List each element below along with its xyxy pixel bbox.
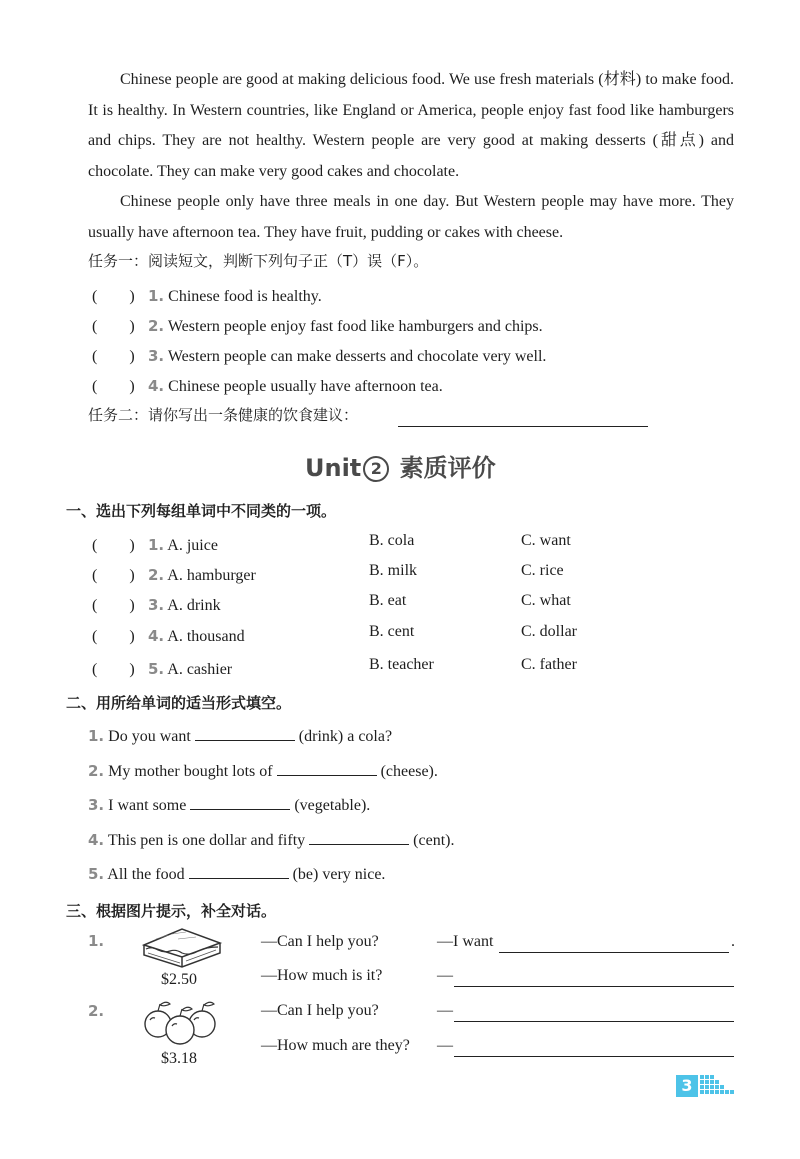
item-number: 5.	[148, 660, 165, 678]
dialogue-1-a1-line[interactable]	[499, 952, 729, 953]
dialogue-2-a1-prefix: —	[437, 1002, 453, 1019]
dialogue-1-q1: —Can I help you?	[261, 933, 379, 950]
dialogue-1-a2-line[interactable]	[454, 986, 734, 987]
dialogue-1-number: 1.	[88, 932, 105, 950]
section1-item-1-c: C. want	[521, 532, 571, 549]
fill-blank[interactable]	[277, 761, 377, 776]
page-decoration-grid-icon	[700, 1075, 736, 1097]
section1-item-3	[92, 592, 221, 615]
sentence-start: Do you want	[108, 728, 191, 745]
task1-item-2	[92, 313, 543, 336]
dialogue-2-a1-line[interactable]	[454, 1021, 734, 1022]
sentence-end: (drink) a cola?	[298, 728, 393, 745]
passage-paragraph-2: Chinese people only have three meals in one day. But Western people may have more. They usually have afternoon tea. They have fruit, pudding or cakes with cheese.	[88, 193, 734, 241]
item-number: 3.	[148, 596, 165, 614]
section1-item-4-c: C. dollar	[521, 623, 577, 640]
unit-title-text: 素质评价	[399, 454, 496, 482]
section1-item-2	[92, 562, 256, 585]
answer-bracket[interactable]: ( )	[92, 378, 135, 395]
sentence-start: This pen is one dollar and fifty	[107, 832, 306, 849]
passage-paragraph-1: Chinese people are good at making delicious food. We use fresh materials (材料) to make food. It is healthy. In Western countries, like England or America, people enjoy fast food like hamburgers and chips. They are not healthy. Western people are very good at making desserts (甜点) and chocolate. They can make very good cakes and chocolate.	[88, 71, 734, 180]
unit-number-circle: 2	[363, 456, 389, 482]
fill-blank[interactable]	[309, 830, 409, 845]
sentence-start: My mother bought lots of	[108, 763, 273, 780]
dialogue-1-a1-prefix: —I want	[437, 933, 494, 950]
answer-bracket[interactable]: ( )	[92, 537, 135, 554]
section2-item-2	[88, 761, 438, 781]
fill-blank[interactable]	[195, 726, 295, 741]
task1-item-3	[92, 343, 546, 366]
answer-bracket[interactable]: ( )	[92, 318, 135, 335]
section1-item-5	[92, 656, 232, 679]
section2-item-4	[88, 830, 454, 850]
answer-bracket[interactable]: ( )	[92, 597, 135, 614]
sentence-end: (be) very nice.	[292, 866, 386, 883]
apples-price: $3.18	[161, 1050, 197, 1067]
task1-item-1	[92, 283, 322, 306]
section1-item-1	[92, 532, 218, 555]
item-number: 3.	[148, 347, 165, 365]
item-number: 1.	[148, 287, 165, 305]
section1-item-4-b: B. cent	[369, 623, 415, 640]
section1-item-3-b: B. eat	[369, 592, 407, 609]
sentence-end: (vegetable).	[294, 797, 371, 814]
task2-title: 任务二：请你写出一条健康的饮食建议：	[88, 406, 359, 424]
item-number: 5.	[88, 865, 105, 883]
sentence-end: (cent).	[413, 832, 455, 849]
option-a: A. cashier	[167, 661, 233, 678]
statement-text: Chinese food is healthy.	[168, 288, 322, 305]
section2-item-3	[88, 795, 370, 815]
task1-item-4	[92, 373, 443, 396]
sentence-start: All the food	[107, 866, 185, 883]
dialogue-2-a2-line[interactable]	[454, 1056, 734, 1057]
section1-title: 一、选出下列每组单词中不同类的一项。	[66, 502, 337, 520]
section2-item-1	[88, 726, 392, 746]
fill-blank[interactable]	[190, 795, 290, 810]
answer-bracket[interactable]: ( )	[92, 567, 135, 584]
section1-item-5-b: B. teacher	[369, 656, 434, 673]
section1-item-4	[92, 623, 245, 646]
option-a: A. hamburger	[167, 567, 256, 584]
option-a: A. drink	[167, 597, 221, 614]
unit-label: Unit	[305, 454, 362, 482]
statement-text: Western people can make desserts and chocolate very well.	[167, 348, 547, 365]
dialogue-1-q2: —How much is it?	[261, 967, 383, 984]
answer-bracket[interactable]: ( )	[92, 348, 135, 365]
option-a: A. juice	[167, 537, 218, 554]
answer-bracket[interactable]: ( )	[92, 661, 135, 678]
item-number: 2.	[148, 566, 165, 584]
answer-bracket[interactable]: ( )	[92, 628, 135, 645]
dialogue-2-a2-prefix: —	[437, 1037, 453, 1054]
section1-item-3-c: C. what	[521, 592, 571, 609]
answer-bracket[interactable]: ( )	[92, 288, 135, 305]
dialogue-2-number: 2.	[88, 1002, 105, 1020]
dialogue-2-q2: —How much are they?	[261, 1037, 410, 1054]
item-number: 1.	[88, 727, 105, 745]
sandwich-icon	[138, 925, 224, 969]
dialogue-1-a1-suffix: .	[731, 933, 735, 950]
section1-item-5-c: C. father	[521, 656, 577, 673]
task2-answer-line[interactable]	[398, 426, 648, 427]
item-number: 4.	[148, 627, 165, 645]
option-a: A. thousand	[167, 628, 245, 645]
reading-passage	[88, 65, 734, 248]
section2-title: 二、用所给单词的适当形式填空。	[66, 694, 292, 712]
item-number: 2.	[148, 317, 165, 335]
section1-item-1-b: B. cola	[369, 532, 415, 549]
unit-heading	[305, 448, 496, 483]
section1-item-2-c: C. rice	[521, 562, 564, 579]
item-number: 2.	[88, 762, 105, 780]
item-number: 4.	[148, 377, 165, 395]
section2-item-5	[88, 864, 385, 884]
page-number: 3	[676, 1075, 698, 1097]
dialogue-2-q1: —Can I help you?	[261, 1002, 379, 1019]
apples-icon	[136, 996, 224, 1046]
statement-text: Chinese people usually have afternoon tea.	[168, 378, 443, 395]
sentence-end: (cheese).	[380, 763, 438, 780]
item-number: 1.	[148, 536, 165, 554]
dialogue-1-a2-prefix: —	[437, 967, 453, 984]
item-number: 3.	[88, 796, 105, 814]
section3-title: 三、根据图片提示，补全对话。	[66, 902, 277, 920]
sandwich-price: $2.50	[161, 971, 197, 988]
sentence-start: I want some	[108, 797, 187, 814]
fill-blank[interactable]	[189, 864, 289, 879]
section1-item-2-b: B. milk	[369, 562, 418, 579]
item-number: 4.	[88, 831, 105, 849]
task1-title: 任务一：阅读短文，判断下列句子正（T）误（F）。	[88, 252, 429, 270]
statement-text: Western people enjoy fast food like hamburgers and chips.	[167, 318, 543, 335]
